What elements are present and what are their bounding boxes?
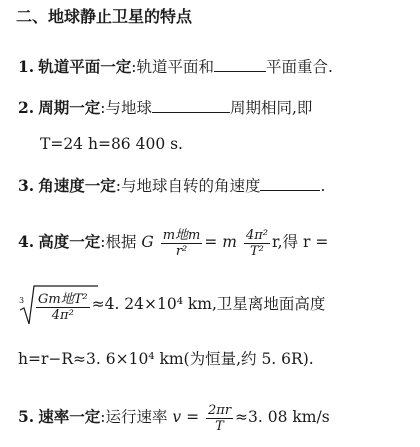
radical-sign-icon (18, 284, 98, 328)
item-4-G: G (141, 233, 154, 251)
item-3-blank[interactable] (260, 174, 320, 191)
item-4-root-denominator: 4π² (51, 307, 74, 323)
item-2-formula: T=24 h=86 400 s. (40, 135, 183, 153)
item-4-fraction-1 (161, 228, 203, 259)
item-4-text-pre: 根据 (105, 233, 137, 251)
item-4-heading: 高度一定 (38, 232, 101, 251)
item-3 (18, 174, 412, 197)
item-4 (18, 222, 412, 262)
item-5-v: v = (172, 408, 200, 426)
item-1 (18, 55, 412, 78)
item-4-cube-root (18, 284, 92, 326)
item-5-text-post: ≈3. 08 km/s (235, 408, 330, 426)
item-4-fraction-1-numerator: m地m (162, 227, 201, 243)
item-3-colon: : (115, 177, 121, 195)
item-3-number: 3. (18, 176, 35, 195)
item-5 (18, 397, 412, 437)
item-5-fraction (206, 403, 233, 434)
item-1-blank[interactable] (214, 55, 266, 72)
item-4-root-numerator: Gm地T² (38, 291, 88, 307)
item-4-fraction-2-numerator: 4π² (245, 227, 268, 243)
item-4-number: 4. (18, 232, 35, 251)
item-5-colon: : (100, 408, 106, 426)
item-3-text-post: . (320, 177, 326, 195)
item-2-text-pre: 与地球 (105, 99, 152, 117)
item-5-heading: 速率一定 (38, 407, 101, 426)
item-2-number: 2. (18, 98, 35, 117)
item-1-number: 1. (18, 57, 35, 76)
item-4-root-line (18, 284, 412, 326)
item-2-heading: 周期一定 (38, 98, 101, 117)
item-1-colon: : (131, 58, 137, 76)
item-3-text-pre: 与地球自转的角速度 (120, 177, 261, 195)
item-2 (18, 96, 412, 119)
item-4-fraction-2-denominator: T² (250, 243, 264, 259)
item-4-fraction-2 (244, 228, 270, 259)
item-5-fraction-numerator: 2πr (208, 402, 232, 418)
item-4-colon: : (100, 233, 106, 251)
item-3-heading: 角速度一定 (38, 176, 116, 195)
item-2-colon: : (100, 99, 106, 117)
item-4-fraction-1-denominator: r² (175, 243, 188, 259)
item-2-blank[interactable] (152, 96, 230, 113)
item-4-height-formula: h=r−R≈3. 6×10⁴ km(为恒量,约 5. 6R). (18, 350, 314, 368)
item-1-heading: 轨道平面一定 (38, 57, 132, 76)
item-4-approx-value: ≈4. 24×10⁴ km,卫星离地面高度 (91, 295, 326, 313)
item-1-text-post: 平面重合. (265, 58, 333, 76)
item-4-eq-m: = m (204, 233, 237, 251)
item-2-text-post: 周期相同,即 (229, 99, 313, 117)
item-1-text-pre: 轨道平面和 (136, 58, 214, 76)
item-5-fraction-denominator: T (215, 418, 224, 434)
item-4-eq-r: r,得 r = (271, 233, 329, 251)
section-title: 二、地球静止卫星的特点 (16, 7, 193, 26)
item-4-root-index: 3 (19, 296, 25, 305)
item-5-text-pre: 运行速率 (105, 408, 168, 426)
item-5-number: 5. (18, 407, 35, 426)
